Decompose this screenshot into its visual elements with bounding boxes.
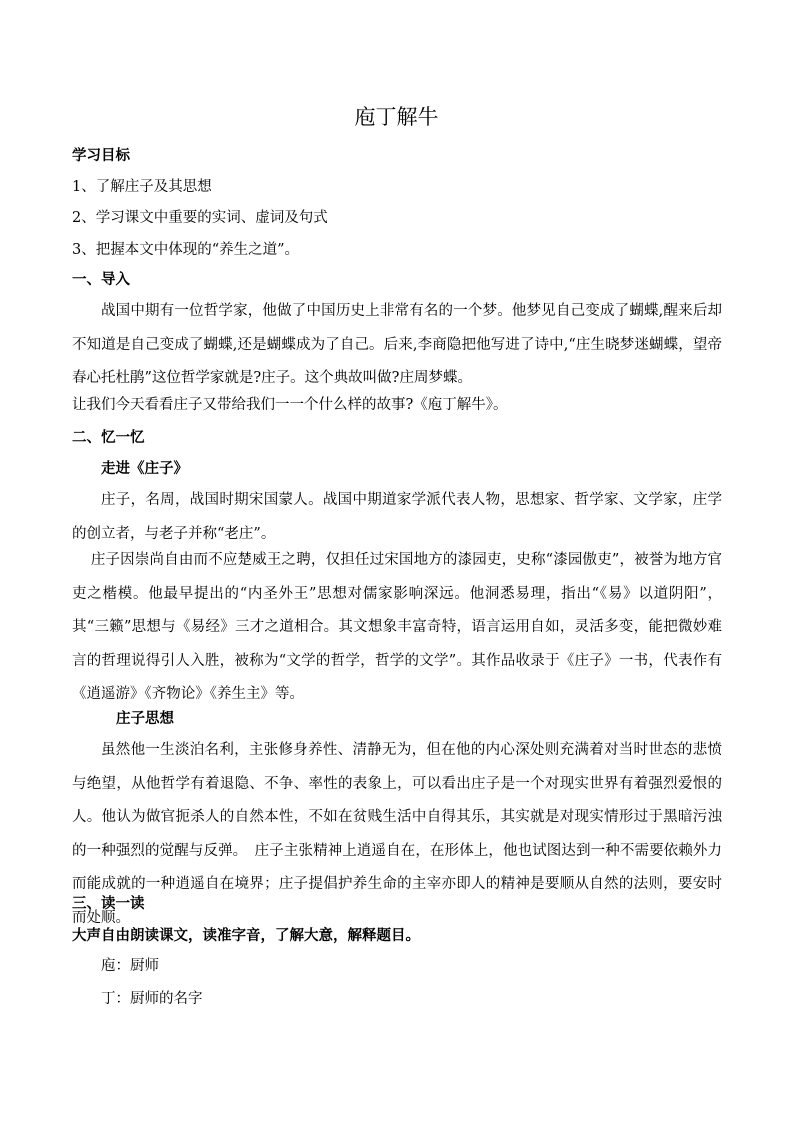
gloss-item-2: 丁：厨师的名字 bbox=[101, 991, 203, 1007]
section3-instruction: 大声自由朗读课文，读准字音，了解大意，解释题目。 bbox=[72, 927, 420, 944]
section2-sub1-heading: 走进《庄子》 bbox=[101, 460, 188, 477]
section2-sub1-paragraph-1: 庄子，名周，战国时期宋国蒙人。战国中期道家学派代表人物，思想家、哲学家、文学家，庄学的创立者，与老子并称“老庄”。 bbox=[72, 492, 722, 542]
objective-item-3: 3、把握本文中体现的“养生之道”。 bbox=[72, 242, 300, 258]
gloss-item-1: 庖：厨师 bbox=[101, 958, 159, 974]
section2-heading: 二、忆一忆 bbox=[72, 429, 145, 446]
section2-sub2-heading: 庄子思想 bbox=[116, 710, 174, 727]
section2-sub2-paragraph: 虽然他一生淡泊名利，主张修身养性、清静无为，但在他的内心深处则充满着对当时世态的悲愤与绝望，从他哲学有着退隐、不争、率性的表象上，可以看出庄子是一个对现实世界有着强烈爱恨的人。他认为做官扼杀人的自然本性，不如在贫贱生活中自得其乐，其实就是对现实情形过于黑暗污浊的一种强烈的觉醒与反弹。 庄子主张精神上逍遥自在，在形体上，他也试图达到一种不需要依赖外力而能成就的一种逍遥自在境界；庄子提倡护养生命的主宰亦即人的精神是要顺从自然的法则，要安时而处顺。 bbox=[72, 742, 722, 926]
section1-heading: 一、导入 bbox=[72, 271, 130, 288]
section2-sub1-paragraph-2: 庄子因崇尚自由而不应楚威王之聘，仅担任过宋国地方的漆园吏，史称“漆园傲吏”，被誉为地方官吏之楷模。他最早提出的“内圣外王”思想对儒家影响深远。他洞悉易理，指出“《易》以道阴阳”，其“三籁”思想与《易经》三才之道相合。其文想象丰富奇特，语言运用自如，灵活多变，能把微妙难言的哲理说得引人入胜，被称为“文学的哲学，哲学的文学”。其作品收录于《庄子》一书，代表作有《逍遥游》《齐物论》《养生主》等。 bbox=[72, 552, 722, 702]
page-title: 庖丁解牛 bbox=[354, 105, 439, 129]
objective-item-1: 1、了解庄子及其思想 bbox=[72, 179, 212, 195]
section1-paragraph: 战国中期有一位哲学家，他做了中国历史上非常有名的一个梦。他梦见自己变成了蝴蝶,醒来后却不知道是自己变成了蝴蝶,还是蝴蝶成为了自己。后来,李商隐把他写进了诗中,“庄生晓梦迷蝴蝶，望帝春心托杜鹃”这位哲学家就是?庄子。这个典故叫做?庄周梦蝶。 bbox=[72, 303, 722, 386]
section3-heading: 三、读一读 bbox=[72, 895, 145, 912]
objectives-heading: 学习目标 bbox=[72, 147, 130, 164]
section1-closing: 让我们今天看看庄子又带给我们一一个什么样的故事?《庖丁解牛》。 bbox=[72, 397, 508, 413]
objective-item-2: 2、学习课文中重要的实词、虚词及句式 bbox=[72, 210, 328, 226]
